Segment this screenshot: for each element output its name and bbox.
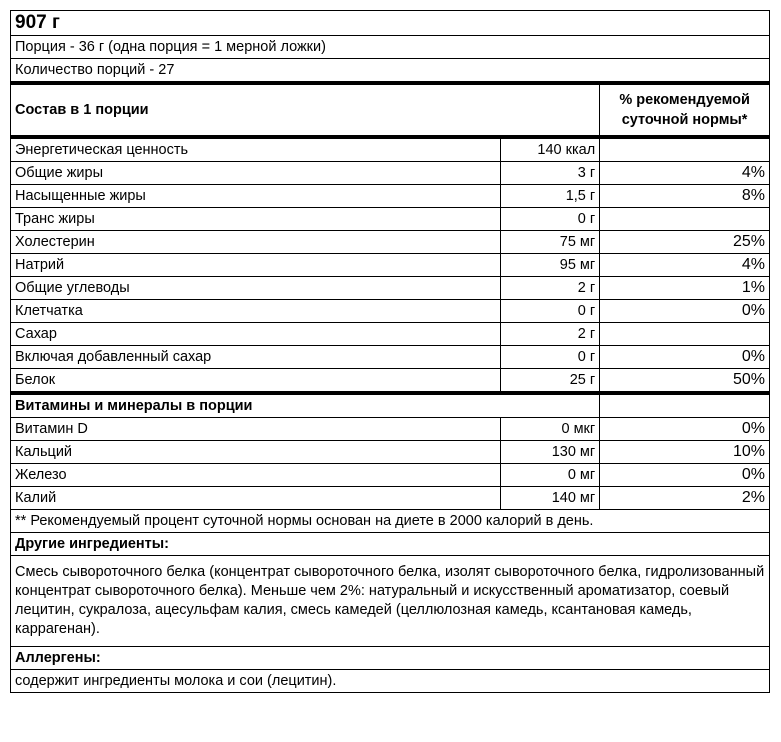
- nutrient-pct: 50%: [600, 369, 770, 394]
- servings-count: Количество порций - 27: [11, 59, 770, 84]
- other-ingredients-text: Смесь сывороточного белка (концентрат сывороточного белка, изолят сывороточного белка, гидролизованный концентрат сывороточного белка). Меньше чем 2%: натуральный и искусственный ароматизатор, соевый лецитин, сукралоза, ацесульфам калия, смесь камедей (целлюлозная камедь, ксантановая камедь, каррагенан).: [11, 556, 770, 647]
- nutrient-pct: [600, 137, 770, 162]
- nutrient-amount: 2 г: [500, 277, 599, 300]
- footnote: ** Рекомендуемый процент суточной нормы основан на диете в 2000 калорий в день.: [11, 510, 770, 533]
- nutrient-pct: 2%: [600, 487, 770, 510]
- serving-size: Порция - 36 г (одна порция = 1 мерной ложки): [11, 36, 770, 59]
- table-row: [11, 464, 770, 487]
- nutrient-pct: 0%: [600, 464, 770, 487]
- other-ingredients-label: Другие ингредиенты:: [11, 533, 770, 556]
- table-row: [11, 300, 770, 323]
- nutrient-name: Общие углеводы: [11, 277, 501, 300]
- nutrient-pct: [600, 323, 770, 346]
- nutrient-amount: 0 г: [500, 300, 599, 323]
- table-row: [11, 254, 770, 277]
- table-row: [11, 185, 770, 208]
- nutrient-name: Натрий: [11, 254, 501, 277]
- nutrient-name: Насыщенные жиры: [11, 185, 501, 208]
- daily-value-header: % рекомендуемой суточной нормы*: [600, 83, 770, 137]
- nutrient-pct: [600, 208, 770, 231]
- nutrient-pct: 4%: [600, 162, 770, 185]
- nutrient-name: Сахар: [11, 323, 501, 346]
- nutrient-amount: 0 г: [500, 208, 599, 231]
- allergens-text: содержит ингредиенты молока и сои (лецитин).: [11, 670, 770, 693]
- nutrient-pct: 0%: [600, 418, 770, 441]
- nutrient-amount: 1,5 г: [500, 185, 599, 208]
- table-row: [11, 231, 770, 254]
- table-row: [11, 487, 770, 510]
- nutrient-amount: 140 ккал: [500, 137, 599, 162]
- nutrient-pct: 4%: [600, 254, 770, 277]
- nutrient-pct: 10%: [600, 441, 770, 464]
- nutrient-pct: 25%: [600, 231, 770, 254]
- nutrient-amount: 0 мкг: [500, 418, 599, 441]
- table-row: [11, 162, 770, 185]
- nutrient-amount: 140 мг: [500, 487, 599, 510]
- table-row: [11, 208, 770, 231]
- nutrient-name: Витамин D: [11, 418, 501, 441]
- composition-header: Состав в 1 порции: [11, 83, 600, 137]
- nutrient-name: Общие жиры: [11, 162, 501, 185]
- nutrient-pct: 1%: [600, 277, 770, 300]
- table-row: [11, 369, 770, 394]
- vitamins-header-empty: [600, 393, 770, 418]
- nutrient-amount: 2 г: [500, 323, 599, 346]
- nutrient-amount: 130 мг: [500, 441, 599, 464]
- allergens-label: Аллергены:: [11, 647, 770, 670]
- nutrient-name: Включая добавленный сахар: [11, 346, 501, 369]
- nutrient-amount: 25 г: [500, 369, 599, 394]
- table-row: [11, 323, 770, 346]
- nutrient-amount: 75 мг: [500, 231, 599, 254]
- table-row: [11, 441, 770, 464]
- table-row: [11, 418, 770, 441]
- nutrient-pct: 0%: [600, 346, 770, 369]
- nutrient-name: Железо: [11, 464, 501, 487]
- nutrient-name: Кальций: [11, 441, 501, 464]
- nutrient-name: Белок: [11, 369, 501, 394]
- nutrient-amount: 0 мг: [500, 464, 599, 487]
- nutrition-facts: [10, 10, 770, 693]
- nutrient-name: Калий: [11, 487, 501, 510]
- nutrient-amount: 3 г: [500, 162, 599, 185]
- table-row: [11, 277, 770, 300]
- vitamins-header: Витамины и минералы в порции: [11, 393, 600, 418]
- table-row: [11, 346, 770, 369]
- nutrient-name: Холестерин: [11, 231, 501, 254]
- nutrient-name: Клетчатка: [11, 300, 501, 323]
- nutrition-table: [10, 10, 770, 693]
- nutrient-name: Транс жиры: [11, 208, 501, 231]
- package-weight: 907 г: [11, 11, 770, 36]
- nutrient-amount: 0 г: [500, 346, 599, 369]
- table-row: [11, 137, 770, 162]
- nutrient-pct: 0%: [600, 300, 770, 323]
- nutrient-name: Энергетическая ценность: [11, 137, 501, 162]
- nutrient-pct: 8%: [600, 185, 770, 208]
- nutrient-amount: 95 мг: [500, 254, 599, 277]
